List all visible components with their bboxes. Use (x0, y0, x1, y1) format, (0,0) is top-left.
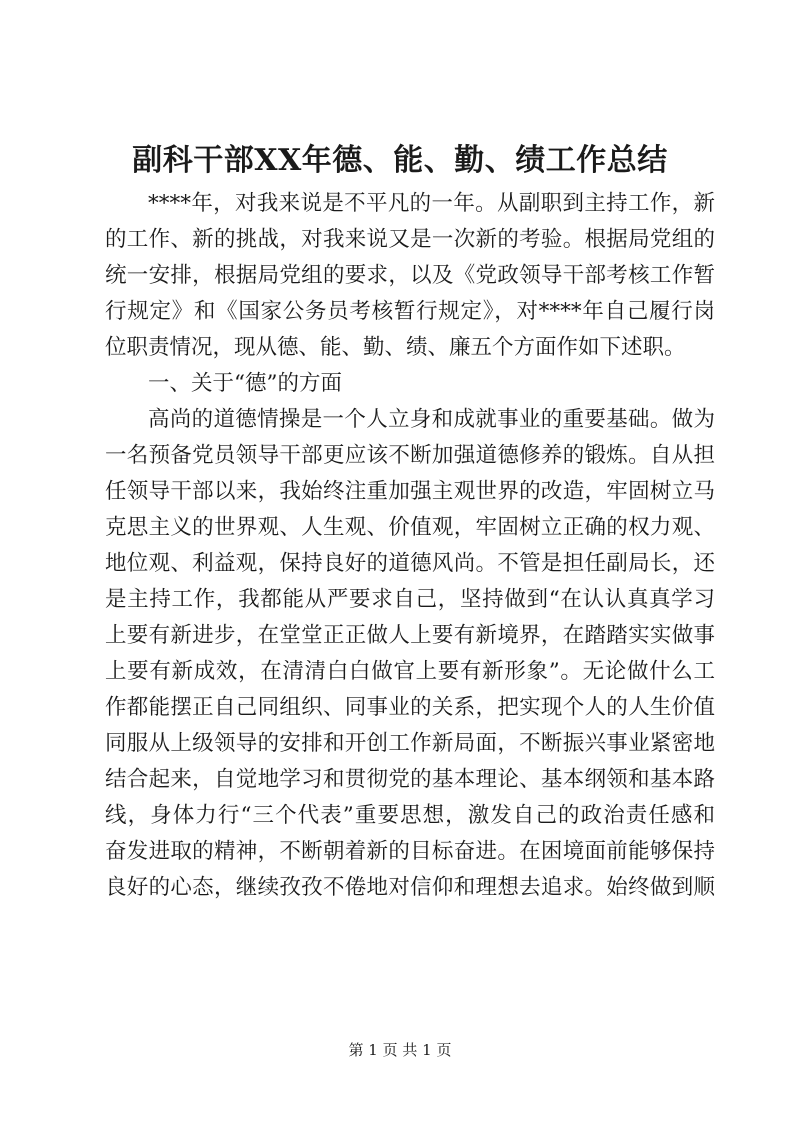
text-line: 一名预备党员领导干部更应该不断加强道德修养的锻炼。自从担 (105, 443, 715, 468)
text-line: 奋发进取的精神，不断朝着新的目标奋进。在困境面前能够保持 (105, 839, 715, 864)
text-line: 行规定》和《国家公务员考核暂行规定》，对****年自己履行岗 (105, 299, 715, 324)
text-line: 线，身体力行“三个代表”重要思想，激发自己的政治责任感和 (105, 803, 715, 828)
text-line: ****年，对我来说是不平凡的一年。从副职到主持工作，新 (148, 191, 715, 216)
text-line: 的工作、新的挑战，对我来说又是一次新的考验。根据局党组的 (105, 227, 715, 252)
text-line: 良好的心态，继续孜孜不倦地对信仰和理想去追求。始终做到顺 (105, 875, 715, 900)
text-line: 地位观、利益观，保持良好的道德风尚。不管是担任副局长，还 (105, 551, 715, 576)
paragraph-virtue (105, 402, 715, 906)
document-title: 副科干部XX年德、能、勤、绩工作总结 (132, 143, 668, 178)
text-line: 高尚的道德情操是一个人立身和成就事业的重要基础。做为 (148, 407, 715, 432)
text-line: 是主持工作，我都能从严要求自己，坚持做到“在认认真真学习 (105, 587, 715, 612)
paragraph-intro (105, 186, 715, 366)
text-line: 同服从上级领导的安排和开创工作新局面，不断振兴事业紧密地 (105, 731, 715, 756)
text-line: 位职责情况，现从德、能、勤、绩、廉五个方面作如下述职。 (105, 335, 686, 360)
text-line: 上要有新成效，在清清白白做官上要有新形象”。无论做什么工 (105, 659, 715, 684)
text-line: 统一安排，根据局党组的要求，以及《党政领导干部考核工作暂 (105, 263, 715, 288)
text-line: 上要有新进步，在堂堂正正做人上要有新境界，在踏踏实实做事 (105, 623, 715, 648)
text-line: 结合起来，自觉地学习和贯彻党的基本理论、基本纲领和基本路 (105, 767, 715, 792)
section-heading (105, 366, 715, 402)
section-heading-text: 一、关于“德”的方面 (148, 371, 342, 396)
page-footer: 第 1 页 共 1 页 (348, 1041, 452, 1059)
text-line: 克思主义的世界观、人生观、价值观，牢固树立正确的权力观、 (105, 515, 715, 540)
document-body (105, 186, 715, 906)
text-line: 作都能摆正自己同组织、同事业的关系，把实现个人的人生价值 (105, 695, 715, 720)
text-line: 任领导干部以来，我始终注重加强主观世界的改造，牢固树立马 (105, 479, 715, 504)
